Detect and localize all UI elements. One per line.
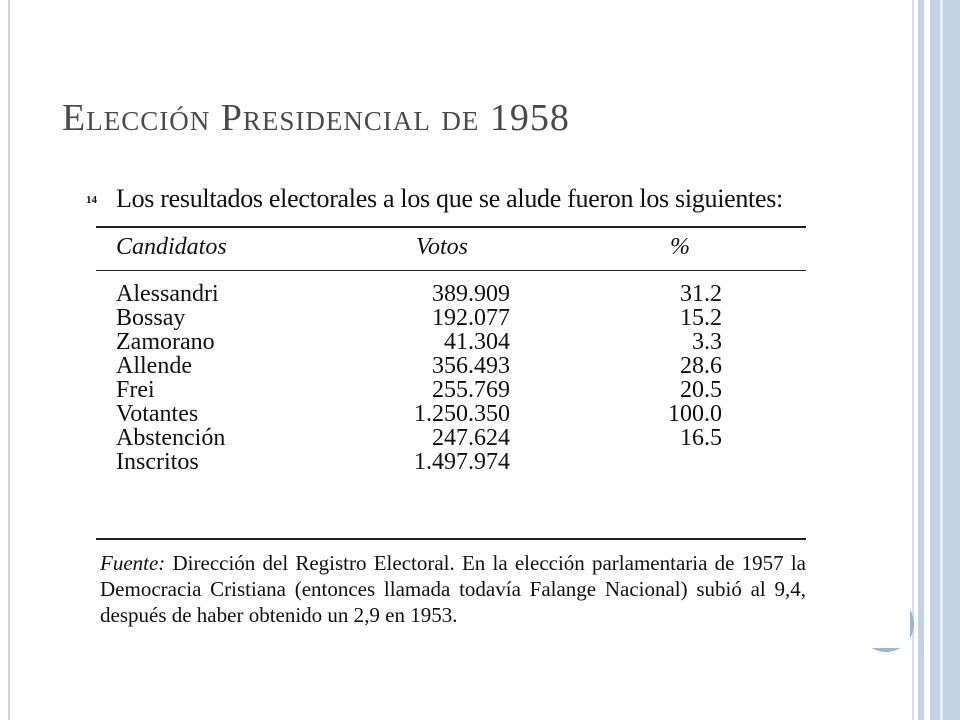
table-row (116, 450, 756, 474)
vote-count: 389.909 (432, 281, 510, 307)
vote-percent: 16.5 (680, 425, 722, 451)
source-label: Fuente: (100, 551, 166, 575)
vote-count: 1.497.974 (414, 449, 510, 475)
vote-percent: 20.5 (680, 377, 722, 403)
table-row (116, 306, 756, 330)
table-row (116, 282, 756, 306)
vote-count: 41.304 (444, 329, 510, 355)
results-table (116, 282, 756, 474)
table-top-rule (96, 226, 806, 228)
vote-percent: 28.6 (680, 353, 722, 379)
slide-frame-right-line (912, 0, 914, 720)
table-header-rule (96, 270, 806, 271)
vote-percent: 100.0 (668, 401, 722, 427)
table-bottom-rule (96, 538, 806, 540)
vote-percent: 15.2 (680, 305, 722, 331)
frame-band-stripe (924, 0, 930, 720)
column-header-votes: Votos (416, 234, 469, 260)
table-row (116, 330, 756, 354)
vote-percent: 3.3 (692, 329, 722, 355)
source-text: Dirección del Registro Electoral. En la elección parlamentaria de 1957 la Democracia Cristiana (entonces llamada todavía Falange Nacional) subió al 9,4, después de haber obtenido un 2,9 en 1953. (100, 551, 807, 627)
table-row (116, 354, 756, 378)
candidate-name: Abstención (116, 425, 226, 451)
slide-frame-right-band (918, 0, 960, 720)
document-heading: Los resultados electorales a los que se alude fueron los siguientes: (116, 184, 783, 213)
document-number: 14 (86, 194, 97, 206)
vote-count: 255.769 (432, 377, 510, 403)
candidate-name: Allende (116, 353, 192, 379)
column-header-candidates: Candidatos (116, 234, 227, 260)
candidate-name: Zamorano (116, 329, 215, 355)
candidate-name: Inscritos (116, 449, 199, 475)
table-row (116, 402, 756, 426)
frame-band-stripe (940, 0, 943, 720)
vote-count: 356.493 (432, 353, 510, 379)
candidate-name: Votantes (116, 401, 199, 427)
scanned-document-image (10, 178, 910, 648)
table-row (116, 378, 756, 402)
candidate-name: Frei (116, 377, 155, 403)
vote-count: 1.250.350 (414, 401, 510, 427)
candidate-name: Alessandri (116, 281, 219, 307)
vote-percent: 31.2 (680, 281, 722, 307)
candidate-name: Bossay (116, 305, 186, 331)
column-header-percent: % (670, 234, 690, 260)
table-row (116, 426, 756, 450)
slide-title: Elección Presidencial de 1958 (62, 97, 570, 139)
vote-count: 192.077 (432, 305, 510, 331)
source-note (100, 550, 806, 628)
vote-count: 247.624 (432, 425, 510, 451)
